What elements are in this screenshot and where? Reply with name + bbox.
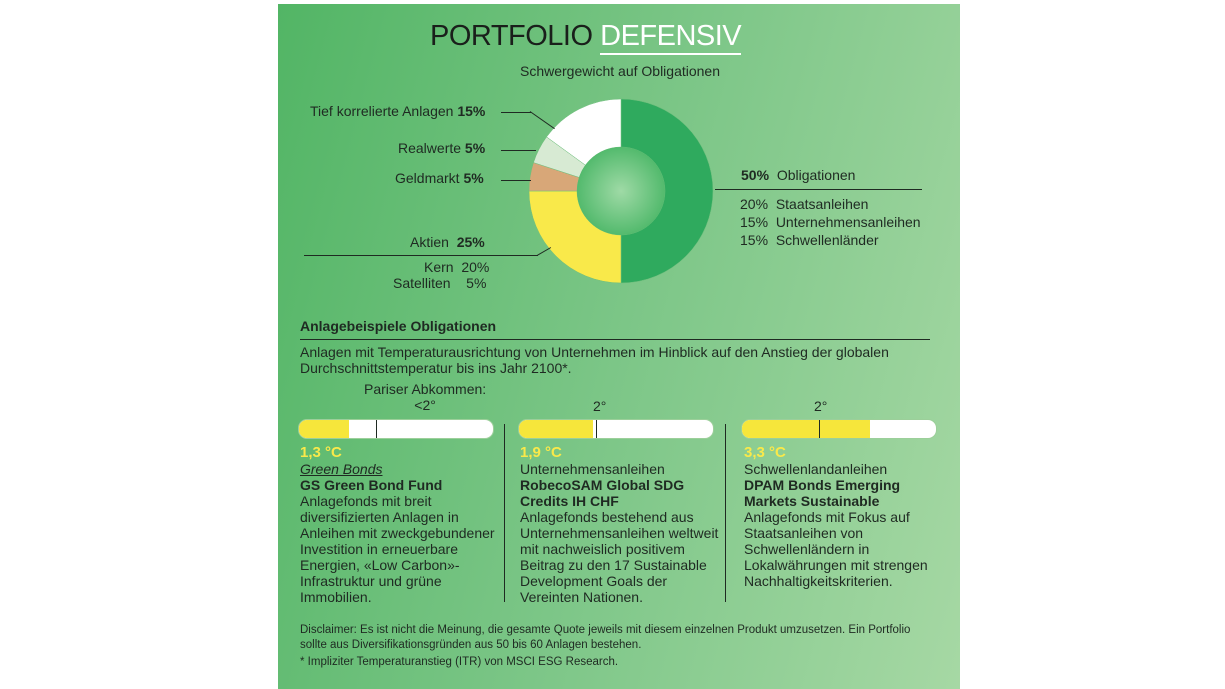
leader-line <box>501 180 531 181</box>
page-title: PORTFOLIO DEFENSIV <box>430 20 741 53</box>
temperature-bar-3 <box>741 419 937 439</box>
example-column-3 <box>744 445 944 589</box>
obligationen-staatsanleihen: 20% Staatsanleihen <box>740 196 869 212</box>
temperature-value: 1,9 °C <box>520 444 562 461</box>
fund-description: Anlagefonds mit Fokus auf Staatsanleihen von Schwellenländern in Lokalwährungen mit strengen Nachhaltigkeitskriterien. <box>744 509 928 589</box>
obligationen-unternehmensanleihen: 15% Unternehmensanleihen <box>740 214 921 230</box>
aktien-satelliten: Satelliten 5% <box>393 275 487 291</box>
example-column-1 <box>300 445 500 605</box>
leader-line <box>304 255 538 256</box>
temperature-value: 1,3 °C <box>300 444 342 461</box>
fund-name: RobecoSAM Global SDG Credits IH CHF <box>520 477 685 509</box>
temperature-bar-1 <box>298 419 494 439</box>
disclaimer: Disclaimer: Es ist nicht die Meinung, die gesamte Quote jeweils mit diesem einzelnen Produkt umzusetzen. Ein Portfolio sollte aus Diversifikationsgründen aus 50 bis 60 Anlagen bestehen. <box>300 624 911 651</box>
temperature-bar-2 <box>518 419 714 439</box>
temperature-fill <box>519 420 593 438</box>
category-label: Schwellenlandanleihen <box>744 461 888 477</box>
threshold-tick <box>376 419 377 439</box>
section-intro: Anlagen mit Temperaturausrichtung von Unternehmen im Hinblick auf den Anstieg der globalen Durchschnittstemperatur bis ins Jahr 2100*. <box>300 344 889 376</box>
threshold-label: 2° <box>814 398 828 414</box>
threshold-tick <box>596 419 597 439</box>
label-obligationen: 50% Obligationen <box>741 167 856 183</box>
fund-name: GS Green Bond Fund <box>300 477 443 493</box>
subtitle: Schwergewicht auf Obligationen <box>520 63 721 79</box>
aktien-kern: Kern 20% <box>424 259 490 275</box>
label-realwerte: Realwerte 5% <box>398 140 486 156</box>
obligationen-schwellenlaender: 15% Schwellenländer <box>740 232 879 248</box>
donut-hole <box>577 147 665 235</box>
leader-line <box>501 112 531 113</box>
category-label: Green Bonds <box>300 461 383 477</box>
footnote: * Impliziter Temperaturanstieg (ITR) von MSCI ESG Research. <box>300 656 619 668</box>
infographic-panel <box>278 4 960 689</box>
temperature-fill <box>742 420 870 438</box>
leader-line <box>501 150 536 151</box>
section-title: Anlagebeispiele Obligationen <box>300 318 497 334</box>
title-accent: DEFENSIV <box>600 20 741 55</box>
label-geldmarkt: Geldmarkt 5% <box>395 170 484 186</box>
label-aktien: Aktien 25% <box>410 234 485 250</box>
temperature-fill <box>299 420 349 438</box>
pariser-label: Pariser Abkommen: <2° <box>364 381 487 413</box>
temperature-value: 3,3 °C <box>744 444 786 461</box>
fund-description: Anlagefonds mit breit diversifizierten Anlagen in Anleihen mit zweckgebundener Investition in erneuerbare Energien, «Low Carbon»-Infrastruktur und grüne Immobilien. <box>300 493 495 605</box>
category-label: Unternehmensanleihen <box>520 461 665 477</box>
donut-chart <box>528 98 718 288</box>
threshold-label: 2° <box>593 398 607 414</box>
leader-line <box>715 189 922 190</box>
threshold-tick <box>819 419 820 439</box>
section-divider <box>300 339 930 340</box>
column-divider <box>504 424 505 602</box>
column-divider <box>725 424 726 602</box>
fund-description: Anlagefonds bestehend aus Unternehmensanleihen weltweit mit nachweislich positivem Beitrag zu den 17 Sustainable Development Goals der Vereinten Nationen. <box>520 509 719 605</box>
example-column-2 <box>520 445 720 605</box>
label-tief-korreliert: Tief korrelierte Anlagen 15% <box>310 103 486 119</box>
fund-name: DPAM Bonds Emerging Markets Sustainable <box>744 477 901 509</box>
